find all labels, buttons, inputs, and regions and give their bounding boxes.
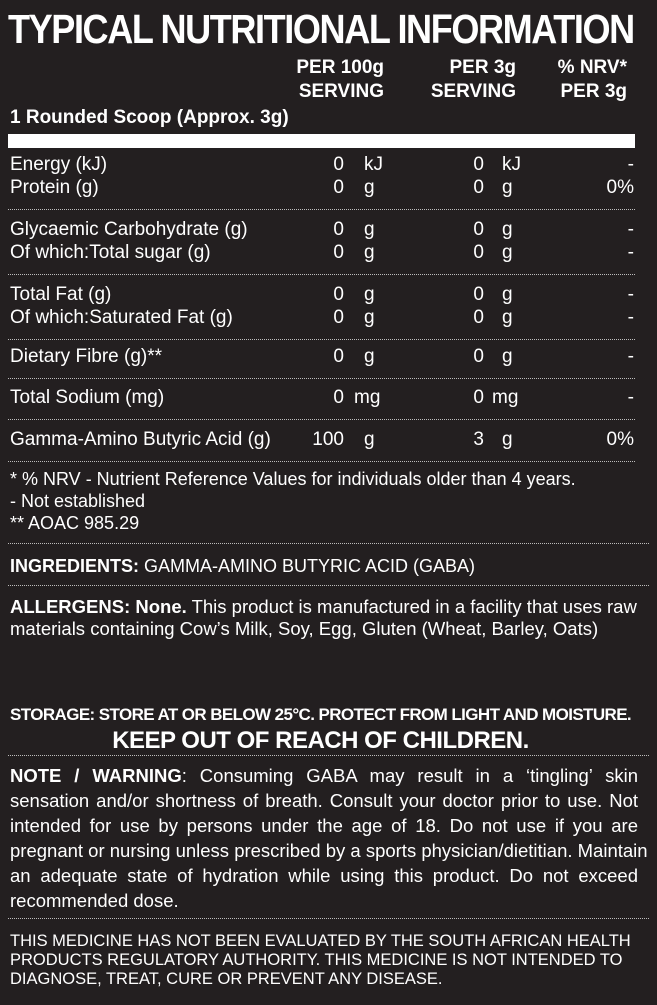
value-nrv: 0%: [606, 429, 634, 450]
table-row: [0, 307, 657, 329]
value-per-3g: 3: [473, 429, 484, 450]
keep-out-of-reach: KEEP OUT OF REACH OF CHILDREN.: [112, 727, 529, 754]
unit-per-3g: g: [502, 177, 513, 198]
section-divider: [8, 918, 649, 919]
unit-per-100g: kJ: [364, 154, 383, 175]
header-per-100g-line1: PER 100g: [296, 57, 384, 78]
unit-per-100g: g: [364, 242, 375, 263]
unit-per-100g: mg: [354, 387, 381, 408]
unit-per-100g: g: [364, 346, 375, 367]
value-per-100g: 0: [333, 177, 344, 198]
row-divider: [8, 378, 635, 379]
row-divider: [8, 461, 635, 462]
value-per-3g: 0: [473, 284, 484, 305]
nutrient-label: Energy (kJ): [10, 154, 108, 175]
warning-text-3: intended for use by persons under the age of 18. Do not use if you are: [10, 815, 638, 836]
value-per-3g: 0: [473, 219, 484, 240]
warning-text-6: recommended dose.: [10, 890, 179, 911]
header-per-3g-line1: PER 3g: [449, 57, 516, 78]
page-title: TYPICAL NUTRITIONAL INFORMATION: [8, 6, 634, 52]
table-row: [0, 242, 657, 264]
nutrient-label: Gamma-Amino Butyric Acid (g): [10, 429, 271, 450]
nutrient-label: Protein (g): [10, 177, 99, 198]
value-per-100g: 0: [333, 307, 344, 328]
nutrient-label: Glycaemic Carbohydrate (g): [10, 219, 248, 240]
allergens-text-1: This product is manufactured in a facility that uses raw: [191, 596, 637, 617]
unit-per-100g: g: [364, 177, 375, 198]
unit-per-3g: mg: [492, 387, 519, 408]
value-per-100g: 0: [333, 242, 344, 263]
nutrient-label: Dietary Fibre (g)**: [10, 346, 163, 367]
header-nrv-line1: % NRV*: [557, 57, 627, 78]
nutrient-label: Total Fat (g): [10, 284, 112, 305]
row-divider: [8, 419, 635, 420]
header-per-100g-line2: SERVING: [298, 81, 384, 102]
value-nrv: -: [627, 307, 634, 328]
unit-per-3g: g: [502, 346, 513, 367]
disclaimer-text-2: PRODUCTS REGULATORY AUTHORITY. THIS MEDICINE IS NOT INTENDED TO: [10, 951, 623, 969]
allergens-label: ALLERGENS:: [10, 596, 131, 617]
value-nrv: -: [627, 346, 634, 367]
header-divider: [8, 134, 635, 148]
value-nrv: -: [627, 387, 634, 408]
table-row: [0, 177, 657, 199]
disclaimer-text-3: DIAGNOSE, TREAT, CURE OR PREVENT ANY DISEASE.: [10, 970, 443, 988]
unit-per-100g: g: [364, 219, 375, 240]
row-divider: [8, 339, 635, 340]
ingredients-label: INGREDIENTS:: [10, 556, 140, 576]
value-nrv: -: [627, 219, 634, 240]
table-row: [0, 154, 657, 176]
unit-per-100g: g: [364, 429, 375, 450]
value-per-100g: 0: [333, 219, 344, 240]
footnote-not-established: - Not established: [10, 491, 146, 511]
value-nrv: -: [627, 284, 634, 305]
unit-per-3g: g: [502, 307, 513, 328]
value-per-100g: 0: [333, 346, 344, 367]
unit-per-3g: kJ: [502, 154, 521, 175]
value-per-100g: 0: [333, 284, 344, 305]
value-per-3g: 0: [473, 154, 484, 175]
unit-per-3g: g: [502, 219, 513, 240]
allergens: [10, 596, 655, 640]
value-per-3g: 0: [473, 387, 484, 408]
allergens-value: None.: [135, 596, 187, 617]
footnote-nrv: * % NRV - Nutrient Reference Values for individuals older than 4 years.: [10, 469, 576, 489]
storage-instructions: STORAGE: STORE AT OR BELOW 25°C. PROTECT FROM LIGHT AND MOISTURE.: [10, 705, 632, 724]
value-per-3g: 0: [473, 242, 484, 263]
header-nrv-line2: PER 3g: [560, 81, 627, 102]
nutrient-label: Of which:Total sugar (g): [10, 242, 211, 263]
warning-text-1: : Consuming GABA may result in a ‘tingling’ skin: [181, 765, 638, 786]
value-nrv: -: [627, 242, 634, 263]
ingredients: [10, 555, 475, 577]
section-divider: [8, 755, 649, 756]
value-per-100g: 0: [333, 154, 344, 175]
table-row: [0, 429, 657, 451]
header-per-3g-line2: SERVING: [430, 81, 516, 102]
disclaimer-text-1: THIS MEDICINE HAS NOT BEEN EVALUATED BY THE SOUTH AFRICAN HEALTH: [10, 932, 631, 950]
nutrient-label: Total Sodium (mg): [10, 387, 165, 408]
unit-per-100g: g: [364, 307, 375, 328]
row-divider: [8, 209, 635, 210]
unit-per-3g: g: [502, 429, 513, 450]
value-nrv: -: [627, 154, 634, 175]
unit-per-100g: g: [364, 284, 375, 305]
value-per-3g: 0: [473, 177, 484, 198]
footnote-aoac: ** AOAC 985.29: [10, 513, 140, 533]
nutrient-label: Of which:Saturated Fat (g): [10, 307, 233, 328]
value-per-100g: 100: [312, 429, 344, 450]
warning-text-5: an adequate state of hydration while using this product. Do not exceed: [10, 865, 638, 886]
warning-text-2: sensation and/or shortness of breath. Consult your doctor prior to use. Not: [10, 790, 638, 811]
unit-per-3g: g: [502, 284, 513, 305]
value-nrv: 0%: [606, 177, 634, 198]
warning-text-4: pregnant or nursing unless prescribed by a sports physician/dietitian. Maintain: [10, 840, 648, 861]
section-divider: [8, 585, 649, 586]
warning-label: NOTE / WARNING: [10, 765, 182, 786]
warning: [10, 763, 648, 913]
serving-size: 1 Rounded Scoop (Approx. 3g): [10, 107, 289, 128]
value-per-3g: 0: [473, 346, 484, 367]
header-per-3g: [431, 56, 516, 104]
table-row: [0, 346, 657, 368]
header-per-100g: [296, 56, 384, 104]
table-row: [0, 387, 657, 409]
row-divider: [8, 274, 635, 275]
value-per-3g: 0: [473, 307, 484, 328]
ingredients-text: GAMMA-AMINO BUTYRIC ACID (GABA): [144, 556, 476, 576]
header-nrv: [558, 56, 627, 104]
unit-per-3g: g: [502, 242, 513, 263]
table-row: [0, 284, 657, 306]
disclaimer: [10, 932, 650, 989]
allergens-text-2: materials containing Cow’s Milk, Soy, Egg, Gluten (Wheat, Barley, Oats): [10, 618, 599, 639]
table-row: [0, 219, 657, 241]
section-divider: [8, 543, 649, 544]
value-per-100g: 0: [333, 387, 344, 408]
